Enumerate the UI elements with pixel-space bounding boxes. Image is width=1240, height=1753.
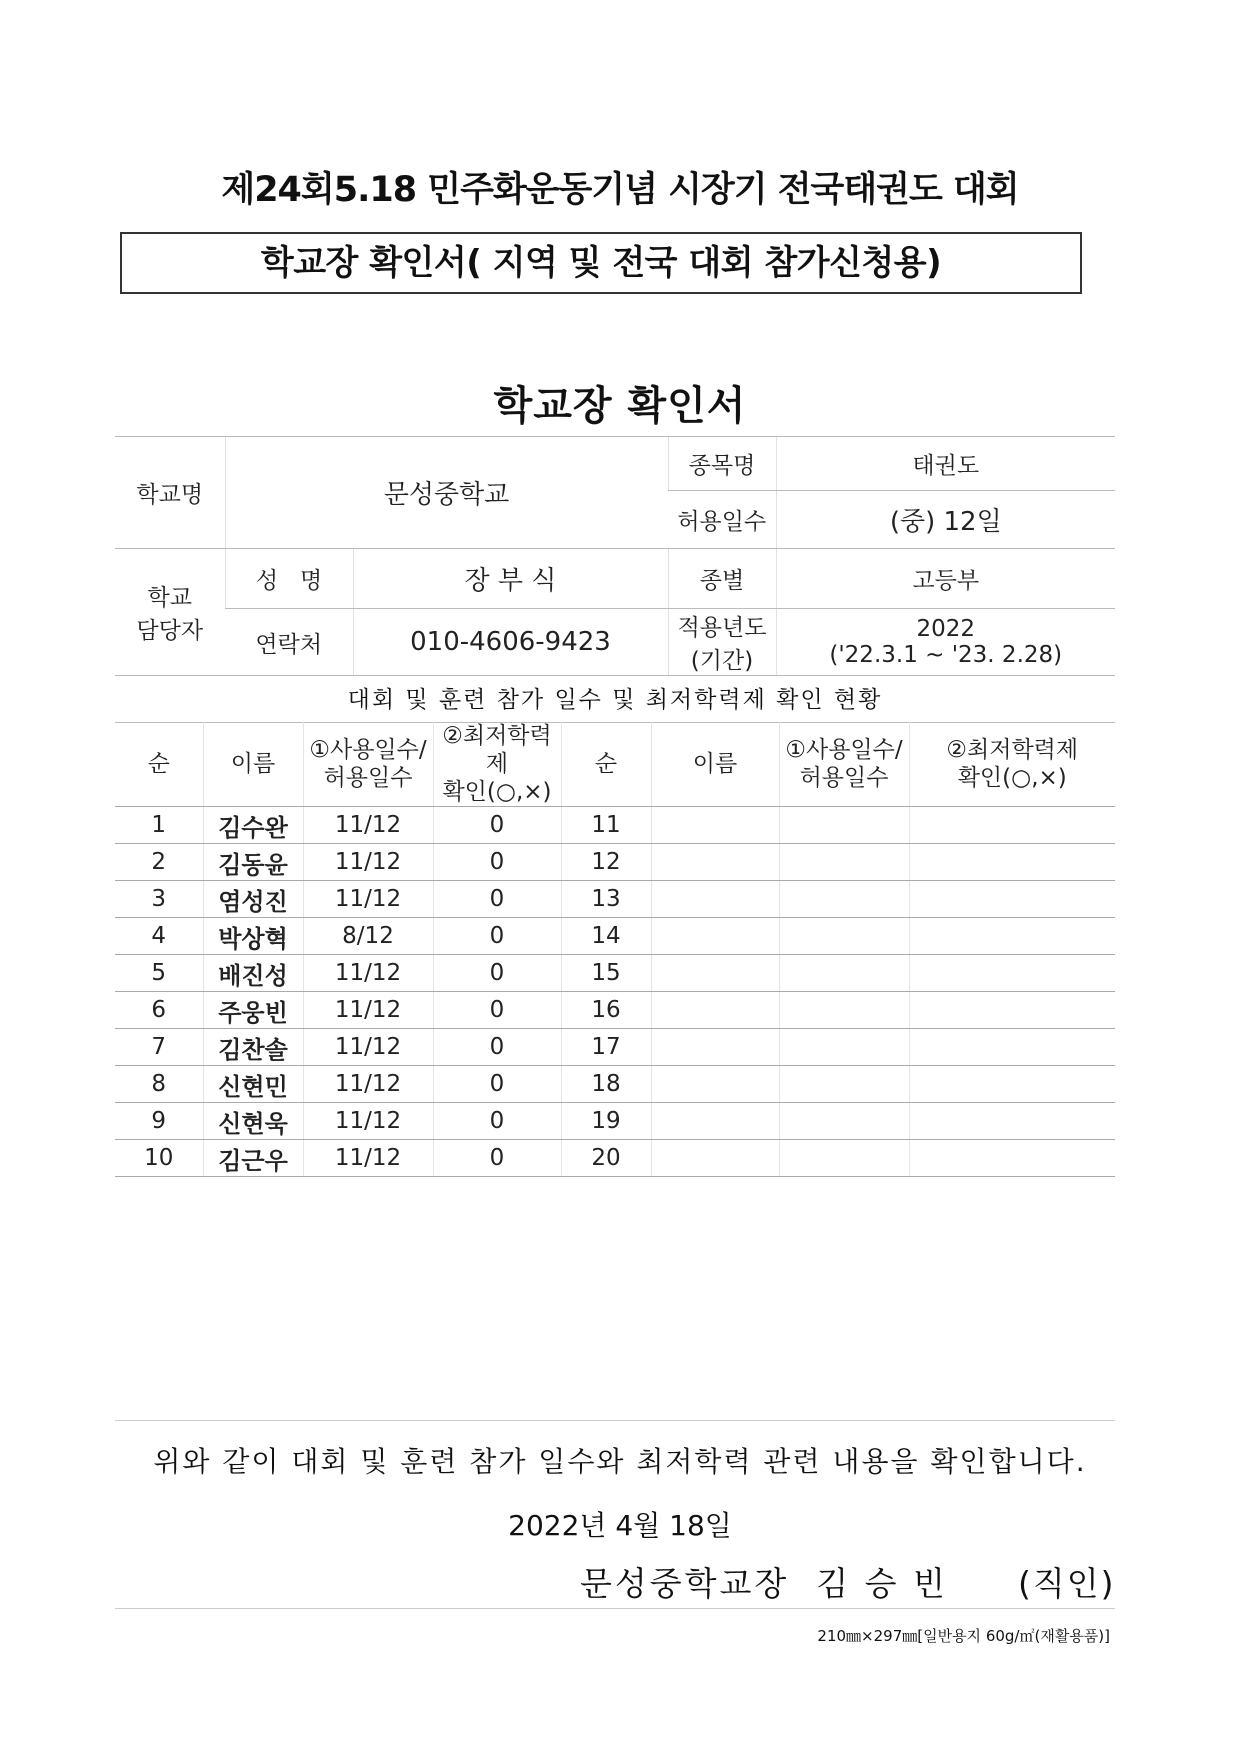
row-no-2: 12 xyxy=(561,844,651,881)
empty-cell xyxy=(651,1066,779,1103)
row-no-2: 20 xyxy=(561,1140,651,1177)
sport-label: 종목명 xyxy=(668,437,776,491)
row-name: 김수완 xyxy=(203,807,303,844)
empty-cell xyxy=(779,918,909,955)
empty-cell xyxy=(651,1029,779,1066)
header-no-2: 순 xyxy=(561,722,651,807)
division-value: 고등부 xyxy=(776,549,1115,609)
allowed-days-value: (중) 12일 xyxy=(776,491,1115,549)
table-row xyxy=(115,807,1115,844)
row-no-2: 18 xyxy=(561,1066,651,1103)
empty-cell xyxy=(651,807,779,844)
header-min-line1: ②최저학력제 xyxy=(442,723,552,777)
paper-spec: 210㎜×297㎜[일반용지 60g/㎡(재활용품)] xyxy=(817,1627,1110,1645)
row-min: 0 xyxy=(433,955,561,992)
table-row xyxy=(115,881,1115,918)
row-min: 0 xyxy=(433,1066,561,1103)
row-no: 5 xyxy=(115,955,203,992)
manager-label-line1: 학교 xyxy=(147,585,192,611)
row-name: 김근우 xyxy=(203,1140,303,1177)
header-min-2 xyxy=(909,722,1115,807)
year-label xyxy=(668,609,776,676)
empty-cell xyxy=(779,844,909,881)
confirmation-text: 위와 같이 대회 및 훈련 참가 일수와 최저학력 관련 내용을 확인합니다. xyxy=(153,1445,1087,1478)
row-days: 11/12 xyxy=(303,881,433,918)
empty-cell xyxy=(651,1140,779,1177)
header-days-2-line2: 허용일수 xyxy=(799,765,889,791)
row-name: 배진성 xyxy=(203,955,303,992)
empty-cell xyxy=(909,1140,1115,1177)
row-no-2: 13 xyxy=(561,881,651,918)
empty-cell xyxy=(651,992,779,1029)
empty-cell xyxy=(779,1140,909,1177)
date: 2022년 4월 18일 xyxy=(508,1509,732,1542)
row-min: 0 xyxy=(433,1103,561,1140)
row-name: 김동윤 xyxy=(203,844,303,881)
row-no: 8 xyxy=(115,1066,203,1103)
row-min: 0 xyxy=(433,844,561,881)
row-no: 2 xyxy=(115,844,203,881)
empty-cell xyxy=(779,955,909,992)
empty-cell xyxy=(651,881,779,918)
year-label-line1: 적용년도 xyxy=(677,615,767,641)
row-min: 0 xyxy=(433,1140,561,1177)
manager-label xyxy=(115,549,225,676)
row-no-2: 19 xyxy=(561,1103,651,1140)
section-title: 대회 및 훈련 참가 일수 및 최저학력제 확인 현황 xyxy=(115,678,1115,723)
row-min: 0 xyxy=(433,881,561,918)
row-days: 11/12 xyxy=(303,1029,433,1066)
row-no: 1 xyxy=(115,807,203,844)
row-no-2: 15 xyxy=(561,955,651,992)
row-no: 3 xyxy=(115,881,203,918)
empty-cell xyxy=(909,844,1115,881)
row-days: 11/12 xyxy=(303,955,433,992)
empty-cell xyxy=(909,807,1115,844)
header-days-2 xyxy=(779,722,909,807)
header-name: 이름 xyxy=(203,722,303,807)
contact-value: 010-4606-9423 xyxy=(353,609,668,676)
table-row xyxy=(115,1140,1115,1177)
year-label-line2: (기간) xyxy=(690,648,754,674)
empty-cell xyxy=(779,1066,909,1103)
row-no: 7 xyxy=(115,1029,203,1066)
event-title: 제24회5.18 민주화운동기념 시장기 전국태권도 대회 xyxy=(221,170,1019,210)
row-no-2: 17 xyxy=(561,1029,651,1066)
seal-mark: (직인) xyxy=(1018,1564,1116,1603)
divider-bottom xyxy=(115,1608,1115,1609)
division-label: 종별 xyxy=(668,549,776,609)
header-days xyxy=(303,722,433,807)
empty-cell xyxy=(909,881,1115,918)
row-min: 0 xyxy=(433,1029,561,1066)
row-min: 0 xyxy=(433,807,561,844)
main-title: 학교장 확인서 xyxy=(493,383,747,429)
year-value-line1: 2022 xyxy=(916,616,976,642)
empty-cell xyxy=(779,807,909,844)
header-days-line2: 허용일수 xyxy=(323,765,413,791)
document-type-box: 학교장 확인서( 지역 및 전국 대회 참가신청용) xyxy=(120,232,1082,294)
year-value-line2: ('22.3.1 ~ '23. 2.28) xyxy=(829,642,1063,668)
allowed-days-label: 허용일수 xyxy=(668,491,776,549)
empty-cell xyxy=(651,844,779,881)
manager-name-label: 성 명 xyxy=(225,549,353,609)
empty-cell xyxy=(651,918,779,955)
header-min-2-line1: ②최저학력제 xyxy=(946,737,1079,763)
empty-cell xyxy=(909,1103,1115,1140)
roster-header-row xyxy=(115,722,1115,807)
table-row xyxy=(115,844,1115,881)
empty-cell xyxy=(779,992,909,1029)
principal-signature: 문성중학교장 김 승 빈 xyxy=(580,1564,948,1603)
header-days-line1: ①사용일수/ xyxy=(309,737,427,763)
row-min: 0 xyxy=(433,992,561,1029)
row-days: 11/12 xyxy=(303,1103,433,1140)
table-row xyxy=(115,918,1115,955)
row-no-2: 11 xyxy=(561,807,651,844)
roster-table xyxy=(115,722,1115,1177)
school-name-label: 학교명 xyxy=(115,437,225,549)
empty-cell xyxy=(909,918,1115,955)
empty-cell xyxy=(909,1029,1115,1066)
sport-value: 태권도 xyxy=(776,437,1115,491)
empty-cell xyxy=(909,992,1115,1029)
row-name: 김찬솔 xyxy=(203,1029,303,1066)
row-days: 11/12 xyxy=(303,1066,433,1103)
row-days: 11/12 xyxy=(303,807,433,844)
divider-top xyxy=(115,1420,1115,1421)
table-row xyxy=(115,1103,1115,1140)
header-min-2-line2: 확인(○,×) xyxy=(957,765,1067,791)
table-row xyxy=(115,1066,1115,1103)
row-days: 8/12 xyxy=(303,918,433,955)
header-min xyxy=(433,722,561,807)
header-min-line2: 확인(○,×) xyxy=(442,779,552,805)
header-days-2-line1: ①사용일수/ xyxy=(785,737,903,763)
row-no: 10 xyxy=(115,1140,203,1177)
contact-label: 연락처 xyxy=(225,609,353,676)
manager-label-line2: 담당자 xyxy=(136,618,204,644)
row-name: 신현욱 xyxy=(203,1103,303,1140)
row-days: 11/12 xyxy=(303,1140,433,1177)
row-min: 0 xyxy=(433,918,561,955)
table-row xyxy=(115,992,1115,1029)
year-value xyxy=(776,609,1115,676)
row-name: 신현민 xyxy=(203,1066,303,1103)
row-no: 4 xyxy=(115,918,203,955)
row-no: 9 xyxy=(115,1103,203,1140)
row-name: 주웅빈 xyxy=(203,992,303,1029)
row-name: 박상혁 xyxy=(203,918,303,955)
header-name-2: 이름 xyxy=(651,722,779,807)
row-days: 11/12 xyxy=(303,844,433,881)
row-no-2: 14 xyxy=(561,918,651,955)
empty-cell xyxy=(779,1103,909,1140)
header-no: 순 xyxy=(115,722,203,807)
row-no-2: 16 xyxy=(561,992,651,1029)
empty-cell xyxy=(909,1066,1115,1103)
empty-cell xyxy=(651,955,779,992)
school-name-value: 문성중학교 xyxy=(225,437,668,549)
empty-cell xyxy=(651,1103,779,1140)
row-name: 염성진 xyxy=(203,881,303,918)
empty-cell xyxy=(909,955,1115,992)
row-no: 6 xyxy=(115,992,203,1029)
school-info-table xyxy=(115,436,1115,676)
table-row xyxy=(115,955,1115,992)
empty-cell xyxy=(779,881,909,918)
empty-cell xyxy=(779,1029,909,1066)
row-days: 11/12 xyxy=(303,992,433,1029)
table-row xyxy=(115,1029,1115,1066)
manager-name-value: 장 부 식 xyxy=(353,549,668,609)
